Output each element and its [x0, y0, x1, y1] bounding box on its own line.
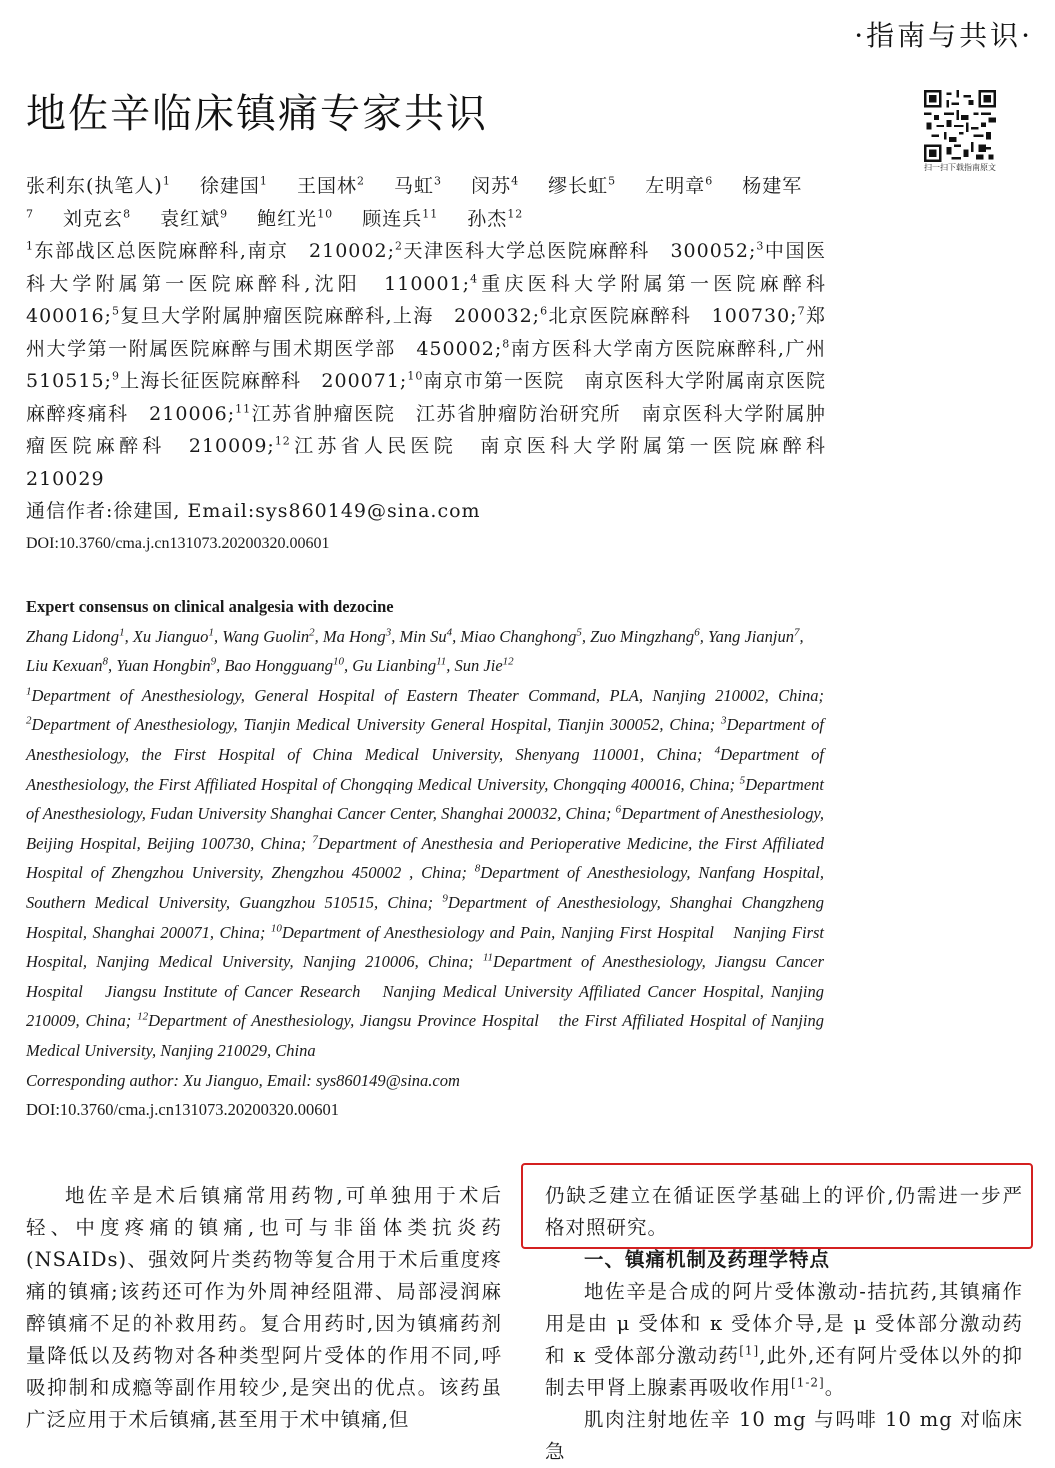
highlight-annotation-box — [521, 1163, 1033, 1249]
chinese-affiliations — [26, 235, 847, 495]
cn-affiliation-sup: 3 — [756, 239, 765, 253]
en-affiliation-text: Department of Anesthesiology, Fudan University Shanghai Cancer Center, Shanghai 200032, China; — [26, 774, 824, 824]
en-affiliation-sup: 6 — [615, 803, 622, 816]
en-affiliation-text: Department of Anesthesiology, Tianjin Medical University General Hospital, Tianjin 300052, China; — [31, 715, 716, 735]
en-affiliation-sup: 9 — [442, 892, 448, 905]
cn-affiliation — [26, 240, 395, 262]
chinese-author-list — [26, 170, 826, 235]
cn-author-sup: 3 — [434, 174, 443, 188]
en-author-sup: 4 — [446, 626, 453, 639]
citation-ref-2[interactable]: [1-2] — [791, 1375, 825, 1390]
en-affiliation-text: Department of Anesthesiology, the First Hospital of China Medical University, Shenyang 110001, China; — [26, 715, 824, 764]
mechanism-text-c: 。 — [824, 1376, 846, 1399]
page-title: 地佐辛临床镇痛专家共识 — [26, 91, 488, 137]
en-author-text: Yang Jianjun — [707, 626, 794, 646]
cn-affiliation — [540, 305, 798, 327]
cn-author-sup: 6 — [705, 174, 714, 188]
cn-author-name: 孙杰 — [467, 207, 508, 230]
cn-author — [362, 208, 438, 230]
en-affiliation-text: Department of Anesthesiology, the First Affiliated Hospital of Chongqing Medical University, Chongqing 400016, China; — [26, 744, 825, 794]
en-affiliation-sup: 3 — [721, 714, 727, 727]
cn-author-name: 刘克玄 — [63, 207, 124, 230]
en-author — [590, 627, 700, 646]
highlighted-paragraph: 仍缺乏建立在循证医学基础上的评价,仍需进一步严格对照研究。 — [545, 1184, 1023, 1239]
en-author-sup: 7 — [793, 626, 800, 639]
cn-author-sup: 1 — [162, 174, 171, 188]
en-affiliation-text: Department of Anesthesiology, Beijing Hospital, Beijing 100730, China; — [26, 804, 824, 853]
cn-affiliation-text: 北京医院麻醉科 100730; — [548, 305, 798, 327]
en-affiliation-sup: 10 — [270, 922, 282, 935]
english-author-list: Zhang Lidong$^1$, Xu Jianguo$^1$, Wang Guolin$^2$, Ma Hong$^3$, Min Su$^4$, Miao Changhong$^5$, Zuo Mingzhang$^6$, Yang Jianjun$^7$, Liu Kexuan$^8$, Yuan Hongbin$^9$, Bao Hongguang$^{10}$, Gu Lianbing$^{11}$, Sun Jie$^{12}$ — [26, 626, 804, 676]
cn-author-sup: 5 — [608, 174, 617, 188]
en-affiliation-sup: 1 — [26, 685, 32, 698]
section-tag: ·指南与共识· — [854, 19, 1033, 52]
cn-affiliation-text: 东部战区总医院麻醉科,南京 210002; — [34, 240, 395, 262]
cn-author-name: 袁红斌 — [160, 207, 221, 230]
cn-author — [257, 208, 333, 230]
en-affiliation-text: Department of Anesthesiology, Shanghai Changzheng Hospital, Shanghai 200071, China; — [26, 892, 824, 942]
cn-affiliation-text: 南京市第一医院 南京医科大学附属南京医院麻醉疼痛科 210006; — [26, 370, 826, 425]
cn-author-name: 张利东(执笔人) — [26, 175, 163, 197]
section-heading: 一、镇痛机制及药理学特点 — [584, 1248, 831, 1271]
mechanism-text-a: 地佐辛是合成的阿片受体激动-拮抗药,其镇痛作用是由 μ 受体和 κ 受体介导,是 μ 受体部分激动药和 κ 受体部分激动药 — [545, 1280, 1023, 1367]
cn-affiliation-sup: 10 — [407, 369, 424, 383]
cn-author-sup: 4 — [511, 174, 520, 188]
cn-author — [471, 175, 519, 197]
english-front-matter — [26, 592, 824, 1125]
english-affiliations — [26, 681, 824, 1066]
en-affiliation — [26, 1011, 824, 1060]
en-affiliation-sup: 4 — [714, 744, 721, 757]
cn-affiliation-sup: 2 — [394, 239, 403, 253]
en-affiliation-text: Department of Anesthesiology, Nanfang Hospital, Southern Medical University, Guangzhou 510515, China; — [26, 863, 824, 912]
en-author-sup: 11 — [436, 655, 447, 668]
en-author — [26, 656, 108, 675]
cn-author — [297, 175, 365, 197]
intro-paragraph: 地佐辛是术后镇痛常用药物,可单独用于术后轻、中度疼痛的镇痛,也可与非甾体类抗炎药(NSAIDs)、强效阿片类药物等复合用于术后重度疼痛的镇痛;该药还可作为外周神经阻滞、局部浸润麻醉镇痛不足的补救用药。复合用药时,因为镇痛药剂量降低以及药物对各种类型阿片受体的作用不同,呼吸抑制和成瘾等副作用较少,是突出的优点。该药虽广泛应用于术后镇痛,甚至用于术中镇痛,但 — [26, 1184, 502, 1431]
body-left-column — [26, 1180, 502, 1436]
en-author-text: Yuan Hongbin — [116, 656, 211, 676]
cn-author — [200, 175, 268, 197]
en-author-text: Zhang Lidong — [26, 626, 120, 646]
en-author — [133, 627, 214, 646]
en-author-sup: 10 — [332, 655, 344, 668]
dosage-paragraph: 肌肉注射地佐辛 10 mg 与吗啡 10 mg 对临床急 — [545, 1408, 1023, 1463]
en-author-sup: 12 — [502, 655, 514, 668]
cn-affiliation — [112, 305, 540, 327]
en-author-sup: 5 — [576, 626, 582, 639]
cn-affiliation-text: 中国医科大学附属第一医院麻醉科,沈阳 110001; — [26, 240, 826, 295]
en-affiliation — [26, 715, 715, 734]
citation-ref-1[interactable]: [1] — [739, 1343, 760, 1358]
cn-author-name: 马虹 — [394, 175, 435, 197]
cn-author — [645, 175, 713, 197]
cn-affiliation-sup: 6 — [540, 304, 549, 318]
cn-author-name: 顾连兵 — [362, 207, 423, 230]
cn-affiliation-sup: 8 — [502, 337, 511, 351]
cn-author-sup: 2 — [356, 174, 365, 188]
en-author — [224, 656, 344, 675]
en-author-sup: 3 — [385, 626, 392, 639]
cn-author — [63, 208, 131, 230]
cn-author-sup: 11 — [422, 207, 439, 221]
cn-affiliation-text: 上海长征医院麻醉科 200071; — [119, 370, 408, 392]
cn-author-sup: 9 — [220, 207, 229, 221]
qr-caption: 扫一扫下载指南原文 — [924, 163, 996, 172]
english-doi[interactable]: DOI:10.3760/cma.j.cn131073.20200320.00601 — [26, 1100, 340, 1120]
mechanism-text-b: ,此外,还有阿片受体以外的抑制去甲肾上腺素再吸收作用 — [545, 1344, 1023, 1399]
en-affiliation-sup: 8 — [474, 862, 481, 875]
cn-author-name: 王国林 — [296, 175, 357, 197]
cn-author — [26, 175, 171, 197]
cn-affiliation-text: 复旦大学附属肿瘤医院麻醉科,上海 200032; — [119, 305, 541, 327]
cn-affiliation-sup: 7 — [797, 304, 806, 318]
cn-affiliation-sup: 4 — [470, 272, 479, 286]
en-author-sup: 2 — [309, 626, 315, 639]
cn-affiliation — [395, 240, 756, 262]
cn-affiliation-text: 天津医科大学总医院麻醉科 300052; — [402, 240, 757, 262]
cn-author — [160, 208, 228, 230]
en-author-sup: 9 — [210, 655, 217, 668]
en-author — [460, 627, 581, 646]
cn-affiliation-text: 江苏省人民医院 南京医科大学附属第一医院麻醉科 210029 — [26, 435, 846, 490]
en-author-text: Gu Lianbing — [352, 656, 437, 676]
cn-author-name: 闵苏 — [471, 175, 512, 197]
en-author-text: Liu Kexuan — [26, 656, 103, 676]
cn-author-sup: 10 — [317, 207, 334, 221]
en-author-text: Zuo Mingzhang — [590, 626, 695, 646]
cn-author-name: 鲍红光 — [257, 207, 318, 230]
cn-affiliation-sup: 1 — [26, 239, 34, 253]
cn-affiliation — [112, 370, 407, 392]
chinese-doi[interactable]: DOI:10.3760/cma.j.cn131073.20200320.00601 — [26, 534, 330, 552]
en-affiliation-text: Department of Anesthesia and Perioperative Medicine, the First Affiliated Hospital of Zhengzhou University, Zhengzhou 450002 , China; — [26, 833, 825, 883]
en-author-text: Sun Jie — [454, 656, 503, 676]
en-author-text: Ma Hong — [322, 626, 386, 646]
en-author — [352, 656, 446, 675]
en-affiliation-sup: 5 — [739, 774, 746, 787]
en-author — [116, 656, 216, 675]
cn-affiliation-sup: 9 — [111, 369, 120, 383]
en-author-text: Wang Guolin — [222, 626, 310, 646]
cn-author-sup: 7 — [26, 207, 34, 221]
cn-author-name: 左明章 — [645, 175, 706, 197]
en-author-sup: 8 — [102, 655, 109, 668]
en-affiliation-text: Department of Anesthesiology, Jiangsu Province Hospital the First Affiliated Hospital of Nanjing Medical University, Nanjing 210029, China — [26, 1011, 824, 1060]
en-author-sup: 6 — [694, 626, 700, 639]
en-author — [26, 627, 125, 646]
qr-code-icon[interactable] — [924, 90, 996, 162]
en-author-sup: 1 — [119, 626, 125, 639]
en-author-text: Miao Changhong — [460, 626, 577, 646]
chinese-front-matter — [26, 170, 847, 560]
english-corresponding-author: Corresponding author: Xu Jianguo, Email: sys860149@sina.com — [26, 1070, 460, 1090]
en-affiliation-text: Department of Anesthesiology, General Hospital of Eastern Theater Command, PLA, Nanjing 210002, China; — [31, 685, 824, 705]
cn-affiliation-sup: 5 — [111, 304, 120, 318]
cn-affiliation-sup: 11 — [235, 402, 252, 416]
cn-author-sup: 1 — [259, 174, 268, 188]
mechanism-paragraph — [545, 1276, 1023, 1404]
cn-author-name: 徐建国 — [199, 175, 260, 197]
cn-author — [467, 208, 523, 230]
chinese-corresponding-author: 通信作者:徐建国, Email:sys860149@sina.com — [26, 500, 481, 522]
cn-affiliation-sup: 12 — [274, 434, 291, 448]
cn-affiliation-text: 南方医科大学南方医院麻醉科,广州 510515; — [26, 337, 847, 392]
english-title: Expert consensus on clinical analgesia with dezocine — [26, 597, 394, 616]
cn-affiliation-text: 郑州大学第一附属医院麻醉与围术期医学部 450002; — [26, 305, 826, 360]
en-author — [708, 627, 800, 646]
en-affiliation-sup: 12 — [137, 1010, 149, 1023]
cn-author — [394, 175, 442, 197]
en-author — [323, 627, 391, 646]
cn-author-sup: 12 — [507, 207, 524, 221]
en-author — [399, 627, 452, 646]
en-affiliation — [26, 686, 824, 705]
en-affiliation-sup: 2 — [26, 714, 32, 727]
cn-author-sup: 8 — [123, 207, 132, 221]
en-author-text: Min Su — [399, 626, 447, 646]
en-author-sup: 1 — [208, 626, 214, 639]
cn-author-name: 杨建军 — [742, 175, 803, 197]
en-author — [222, 627, 314, 646]
en-author-text: Xu Jianguo — [132, 626, 209, 646]
cn-author — [548, 175, 616, 197]
en-author-text: Bao Hongguang — [224, 656, 333, 676]
en-author — [455, 656, 514, 675]
en-affiliation-text: Department of Anesthesiology, Jiangsu Cancer Hospital Jiangsu Institute of Cancer Research Nanjing Medical University Affiliated Cancer Hospital, Nanjing 210009, China; — [26, 952, 824, 1031]
cn-author-name: 缪长虹 — [548, 175, 609, 197]
en-affiliation-sup: 11 — [482, 951, 494, 964]
cn-affiliation-text: 江苏省肿瘤医院 江苏省肿瘤防治研究所 南京医科大学附属肿瘤医院麻醉科 210009; — [26, 402, 826, 457]
en-affiliation-text: Department of Anesthesiology and Pain, Nanjing First Hospital Nanjing First Hospital, Nanjing Medical University, Nanjing 210006, China; — [26, 922, 825, 972]
en-affiliation-sup: 7 — [312, 833, 318, 846]
cn-affiliation-text: 重庆医科大学附属第一医院麻醉科 400016; — [26, 272, 846, 327]
